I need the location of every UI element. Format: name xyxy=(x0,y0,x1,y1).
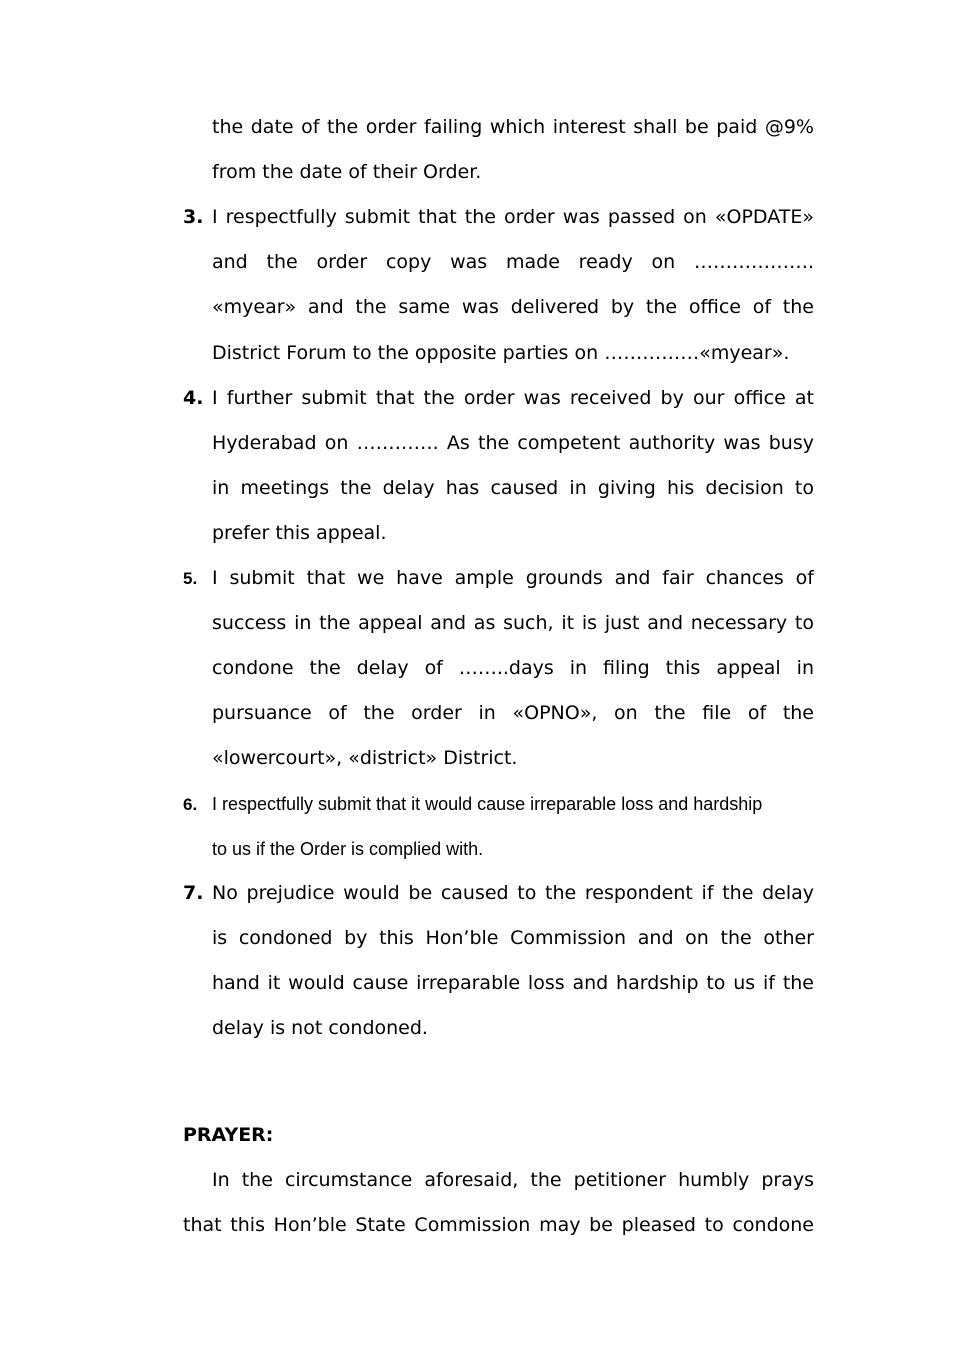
item-line: I submit that we have ample grounds and fair chances of xyxy=(212,567,814,589)
item-line: No prejudice would be caused to the respondent if the delay xyxy=(212,882,814,904)
item-line: pursuance of the order in «OPNO», on the file of the xyxy=(212,702,814,724)
item-line: is condoned by this Hon’ble Commission and on the other xyxy=(212,927,814,949)
continuation-line: the date of the order failing which interest shall be paid @9% xyxy=(212,116,814,138)
item-line: success in the appeal and as such, it is just and necessary to xyxy=(212,612,814,634)
item-line: in meetings the delay has caused in giving his decision to xyxy=(212,477,814,499)
prayer-line: In the circumstance aforesaid, the petitioner humbly prays xyxy=(212,1169,814,1191)
item-line: District Forum to the opposite parties on ……………«myear». xyxy=(212,342,790,364)
item-number: 3. xyxy=(183,206,204,228)
item-number: 5. xyxy=(183,569,198,588)
item-line: I further submit that the order was received by our office at xyxy=(212,387,814,409)
item-number: 4. xyxy=(183,387,204,409)
item-number: 6. xyxy=(183,795,198,814)
continuation-line: from the date of their Order. xyxy=(212,161,482,183)
item-line: condone the delay of ……..days in filing this appeal in xyxy=(212,657,814,679)
prayer-heading: PRAYER: xyxy=(183,1124,274,1146)
item-line: prefer this appeal. xyxy=(212,522,387,544)
item-line: I respectfully submit that it would cause irreparable loss and hardship xyxy=(212,794,763,814)
item-number: 7. xyxy=(183,882,204,904)
item-line: and the order copy was made ready on ………………. xyxy=(212,251,814,273)
item-line: delay is not condoned. xyxy=(212,1017,428,1039)
item-line: to us if the Order is complied with. xyxy=(212,839,484,859)
prayer-line: that this Hon’ble State Commission may be pleased to condone xyxy=(183,1214,814,1236)
item-line: I respectfully submit that the order was passed on «OPDATE» xyxy=(212,206,814,228)
item-line: «lowercourt», «district» District. xyxy=(212,747,518,769)
item-line: hand it would cause irreparable loss and hardship to us if the xyxy=(212,972,814,994)
item-line: «myear» and the same was delivered by the office of the xyxy=(212,296,814,318)
item-line: Hyderabad on …………. As the competent authority was busy xyxy=(212,432,814,454)
